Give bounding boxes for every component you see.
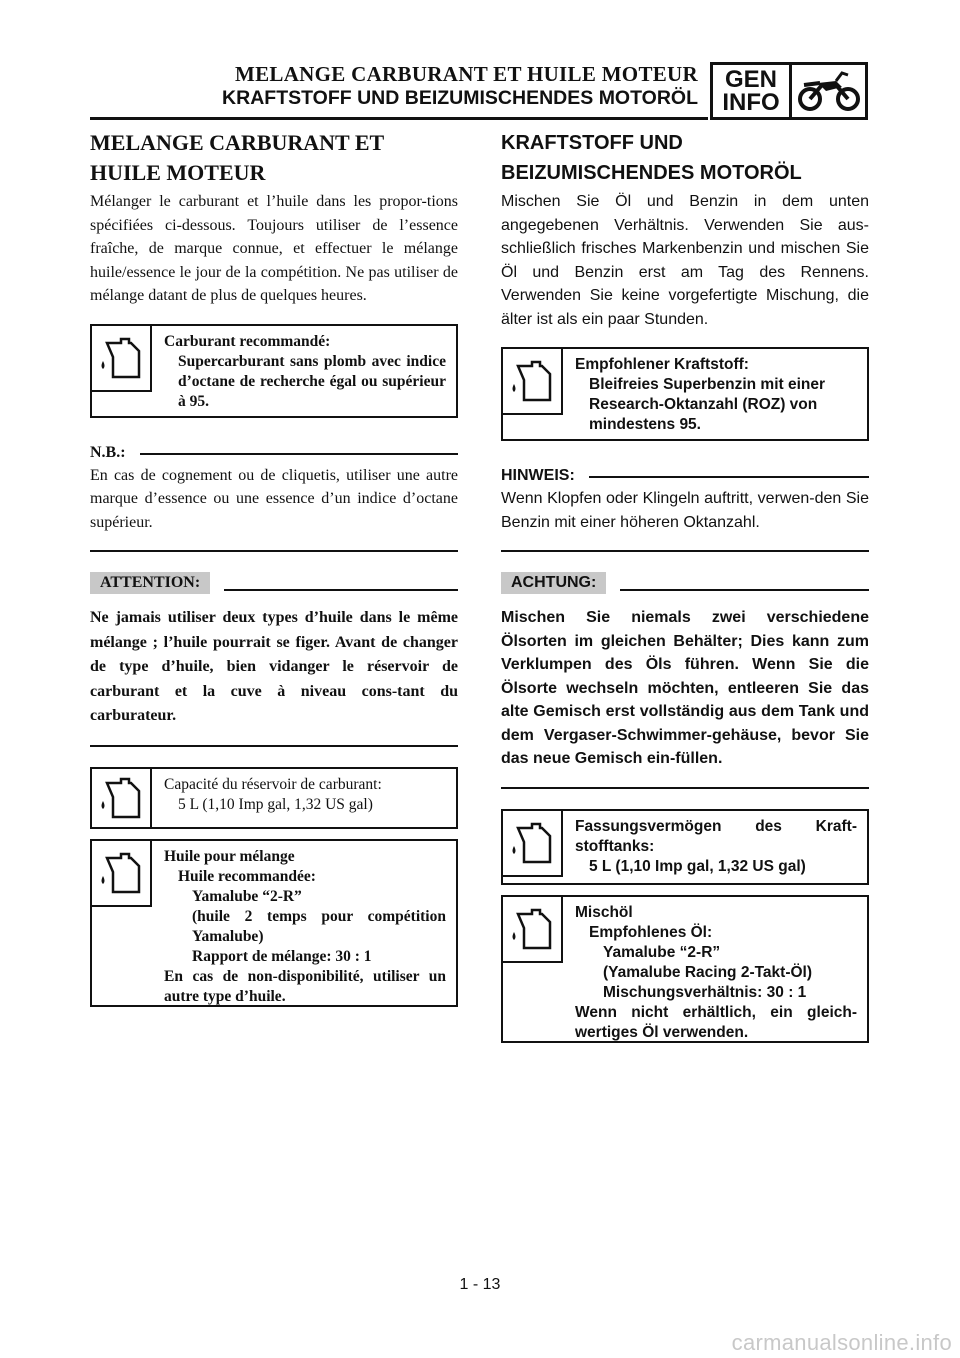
- attention-label: ACHTUNG:: [501, 572, 606, 594]
- note-label: N.B.:: [90, 443, 126, 461]
- note-text-fr: En cas de cognement ou de cliquetis, utiliser une autre marque d’essence ou une essence d’un indice d’octane supérieur.: [90, 466, 458, 531]
- attention-label: ATTENTION:: [90, 572, 210, 594]
- heading-line-2: HUILE MOTEUR: [90, 160, 266, 185]
- spec-box-oil-de: [501, 895, 869, 1043]
- spec-title: Carburant recommandé:: [164, 332, 331, 350]
- column-german: [501, 128, 869, 1043]
- spec-box-oil-fr: [90, 839, 458, 1007]
- spec-title: Fassungsvermögen des Kraft-stofftanks:: [575, 817, 857, 855]
- heading-line-2: BEIZUMISCHENDES MOTORÖL: [501, 162, 802, 184]
- note-label: HINWEIS:: [501, 467, 575, 484]
- spec-line: (huile 2 temps pour compétition Yamalube): [192, 907, 446, 945]
- spec-line: Yamalube “2-R”: [192, 887, 302, 905]
- spec-line: Huile recommandée:: [178, 867, 316, 885]
- spec-title: Empfohlener Kraftstoff:: [575, 356, 749, 373]
- intro-paragraph-fr: Mélanger le carburant et l’huile dans les propor-tions spécifiées ci-dessous. Toujours utiliser de l’essence fraîche, de marque connue, et effectuer le mélange huile/essence le jour de la compétition. Ne pas utiliser de mélange datant de plus de quelques heures.: [90, 193, 458, 304]
- attention-header-de: [501, 572, 869, 594]
- spec-title: Huile pour mélange: [164, 847, 295, 865]
- oil-can-icon: [92, 841, 152, 907]
- spec-value: 5 L (1,10 Imp gal, 1,32 US gal): [178, 795, 373, 813]
- spec-value: Bleifreies Superbenzin mit einer Research-Oktanzahl (ROZ) von mindestens 95.: [589, 376, 826, 433]
- intro-paragraph-de: Mischen Sie Öl und Benzin in dem unten angegebenen Verhältnis. Verwenden Sie aus-schließlich frisches Markenbenzin und mischen Sie Öl und Benzin erst am Tag des Rennens. Verwenden Sie keine vorgefertigte Mischung, die älter ist als ein paar Stunden.: [501, 193, 869, 328]
- attention-rule: [90, 745, 458, 747]
- spec-box-tank-de: [501, 809, 869, 885]
- page-number: 1 - 13: [459, 1276, 501, 1293]
- attention-header-fr: [90, 572, 458, 594]
- header-title-fr: MELANGE CARBURANT ET HUILE MOTEUR: [234, 62, 698, 86]
- spec-box-fuel-de: [501, 347, 869, 441]
- spec-value: 5 L (1,10 Imp gal, 1,32 US gal): [589, 857, 806, 875]
- spec-title: Mischöl: [575, 903, 633, 921]
- section-badge: [710, 62, 868, 120]
- oil-can-icon: [503, 349, 563, 415]
- section-heading-de: [501, 128, 869, 188]
- note-rule: [90, 550, 458, 552]
- oil-can-icon: [92, 326, 152, 392]
- spec-title: Capacité du réservoir de carburant:: [164, 775, 382, 793]
- note-rule: [501, 550, 869, 552]
- spec-line: En cas de non-disponibilité, utiliser un autre type d’huile.: [164, 967, 446, 1005]
- section-badge-text: [713, 65, 792, 117]
- section-badge-gen: GEN: [724, 66, 777, 93]
- spec-box-tank-fr: [90, 767, 458, 829]
- heading-line-1: KRAFTSTOFF UND: [501, 132, 683, 154]
- section-heading-fr: [90, 128, 458, 188]
- spec-line: Mischungsverhältnis: 30 : 1: [603, 983, 807, 1001]
- note-text-de: Wenn Klopfen oder Klingeln auftritt, verwen-den Sie Benzin mit einer höheren Oktanzahl.: [501, 490, 869, 531]
- oil-can-icon: [503, 897, 563, 963]
- attention-text-fr: Ne jamais utiliser deux types d’huile dans le même mélange ; l’huile pourrait se figer. Avant de changer de type d’huile, bien vidanger le réservoir de carburant et la cuve à niveau cons-tant du carburateur.: [90, 609, 458, 724]
- section-badge-info: INFO: [722, 89, 780, 116]
- spec-line: Empfohlenes Öl:: [589, 923, 713, 941]
- spec-value: Supercarburant sans plomb avec indice d’octane de recherche égal ou supérieur à 95.: [178, 352, 446, 410]
- spec-line: (Yamalube Racing 2-Takt-Öl): [603, 963, 813, 981]
- spec-line: Rapport de mélange: 30 : 1: [192, 947, 372, 965]
- heading-line-1: MELANGE CARBURANT ET: [90, 130, 385, 155]
- column-french: [90, 128, 458, 1007]
- note-header-fr: [90, 444, 458, 462]
- watermark: carmanualsonline.info: [731, 1330, 952, 1355]
- spec-line: Wenn nicht erhältlich, ein gleich-wertiges Öl verwenden.: [575, 1003, 857, 1041]
- note-header-de: [501, 467, 869, 485]
- motorcycle-icon: [792, 65, 865, 117]
- header-title-de: KRAFTSTOFF UND BEIZUMISCHENDES MOTORÖL: [222, 87, 698, 109]
- spec-line: Yamalube “2-R”: [603, 943, 721, 961]
- header-rule: [90, 117, 708, 120]
- attention-rule: [501, 787, 869, 789]
- oil-can-icon: [503, 811, 563, 877]
- spec-box-fuel-fr: [90, 324, 458, 418]
- attention-text-de: Mischen Sie niemals zwei verschiedene Ölsorten im gleichen Behälter; Dies kann zum Verklumpen des Öls führen. Wenn Sie die Ölsorte wechseln möchten, entleeren Sie das alte Gemisch erst vollständig aus dem Tank und dem Vergaser-Schwimmer-gehäuse, bevor Sie das neue Gemisch ein-füllen.: [501, 609, 869, 767]
- oil-can-icon: [92, 769, 152, 827]
